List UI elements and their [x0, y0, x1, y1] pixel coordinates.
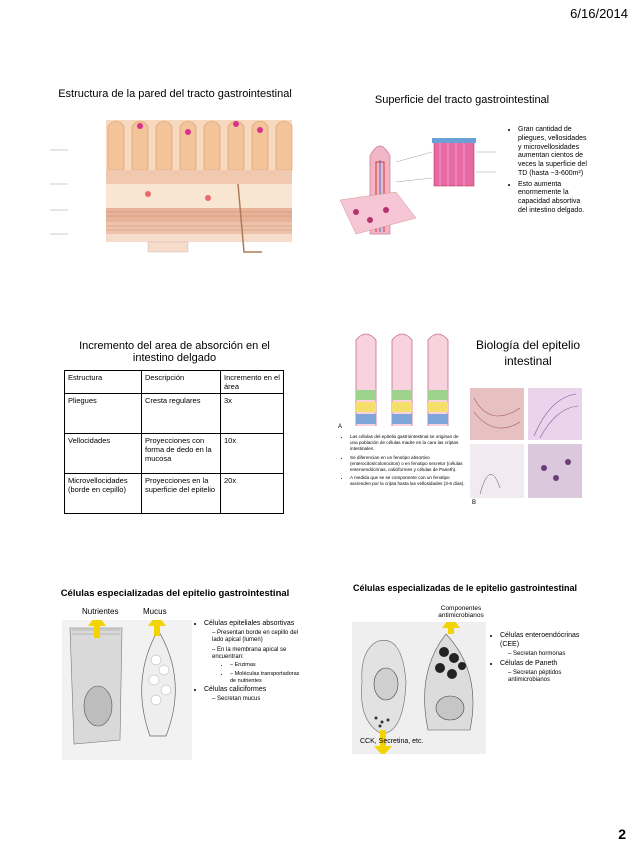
slide2-title: Superficie del tracto gastrointestinal	[374, 94, 550, 106]
slide5-title: Células especializadas del epitelio gastrointestinal	[60, 588, 290, 599]
slide6-bullets	[490, 632, 590, 687]
figure-letter-a: A	[338, 424, 343, 430]
table-header: Incremento en el área	[221, 371, 284, 394]
label-mucus: Mucus	[143, 607, 167, 616]
table-cell: 3x	[221, 394, 284, 434]
absorption-table	[64, 370, 284, 514]
table-cell: 20x	[221, 474, 284, 514]
slide5-bullets	[194, 620, 304, 706]
table-header-row	[65, 371, 284, 394]
table-cell: Proyecciones con forma de dedo en la mucosa	[142, 434, 221, 474]
sub-sub-bullet: – • Enzimas	[230, 662, 304, 669]
bullet-item	[500, 632, 590, 658]
sub-bullet-text: En la membrana apical se encuentran:	[212, 646, 287, 661]
table-cell: Cresta regulares	[142, 394, 221, 434]
slide2-bullets	[508, 126, 588, 218]
slide4-bullets	[340, 434, 465, 490]
label-antimicrobial: Componentes antimicrobianos	[438, 605, 484, 619]
slide6-title: Células especializadas de le epitelio gastrointestinal	[352, 583, 578, 593]
table-cell: Pliegues	[65, 394, 142, 434]
sub-bullet	[212, 647, 304, 685]
bullet-item	[500, 660, 590, 685]
bullet-item: • Las células del epitelio gastrointestinal se originan de una población de células madre en la cara las criptas intestinales.	[350, 434, 465, 453]
slide4-title-text: Biología del epitelio intestinal	[475, 338, 581, 368]
label-hormones: CCK, Secretina, etc.	[360, 738, 424, 745]
table-header: Descripción	[142, 371, 221, 394]
bullet-text: Células enteroendócrinas (CEE)	[500, 632, 580, 648]
sub-bullet: – Presentan borde en cepillo del lado apical (lumen)	[212, 630, 304, 645]
table-cell: Microvellocidades (borde en cepillo)	[65, 474, 142, 514]
bullet-item: • Gran cantidad de pliegues, vellosidades y microvellosidades aumentan cientos de veces la superficie del TD (hasta ~3-600m²)	[518, 126, 588, 179]
bullet-item	[204, 686, 304, 703]
table-cell: Vellocidades	[65, 434, 142, 474]
slide4-title	[468, 338, 588, 369]
slide1-title: Estructura de la pared del tracto gastrointestinal	[58, 88, 292, 100]
page-date: 6/16/2014	[570, 6, 628, 21]
figure-letter-b: B	[472, 500, 477, 506]
table-cell: Proyecciones en la superficie del epitelio	[142, 474, 221, 514]
sub-bullet: – Secretan péptidos antimicrobianos	[508, 670, 590, 685]
sub-bullet: – Secretan hormonas	[508, 651, 590, 659]
table-cell: 10x	[221, 434, 284, 474]
histology-panels	[470, 388, 582, 498]
sub-bullet: – Secretan mucus	[212, 696, 304, 704]
page-number: 2	[618, 826, 626, 842]
absorption-table-wrap	[64, 370, 284, 514]
table-row	[65, 394, 284, 434]
table-row	[65, 434, 284, 474]
bullet-item: • Esto aumenta enormemente la capacidad absortiva del intestino delgado.	[518, 181, 588, 216]
table-header: Estructura	[65, 371, 142, 394]
table-row	[65, 474, 284, 514]
bullet-item	[204, 620, 304, 684]
bullet-text: Células caliciformes	[204, 686, 267, 694]
bullet-item: • Se diferencian en un fenotipo absortivo (enterocitos/colonocitos) o en fenotipo secretor (células enteroendócrinas, caliciformes y células de Paneth).	[350, 455, 465, 474]
bullet-item: • A medida que se se componente con un fenotipo ascienden por la cripta hasta las vellosidades (3-6 días).	[350, 475, 465, 487]
gi-surface-diagram	[336, 122, 506, 240]
bullet-text: Células epiteliales absortivas	[204, 620, 295, 627]
gi-wall-diagram	[48, 102, 298, 268]
label-nutrientes: Nutrientes	[82, 607, 119, 616]
cells-micrograph-left	[62, 620, 192, 760]
slide3-title: Incremento del area de absorción en el intestino delgado	[79, 340, 270, 364]
cells-micrograph-right	[352, 622, 486, 754]
bullet-text: Células de Paneth	[500, 660, 558, 667]
sub-sub-bullet: – • Moléculas transportadoras de nutrientes	[230, 671, 304, 685]
crypt-villus-diagram	[336, 326, 466, 430]
